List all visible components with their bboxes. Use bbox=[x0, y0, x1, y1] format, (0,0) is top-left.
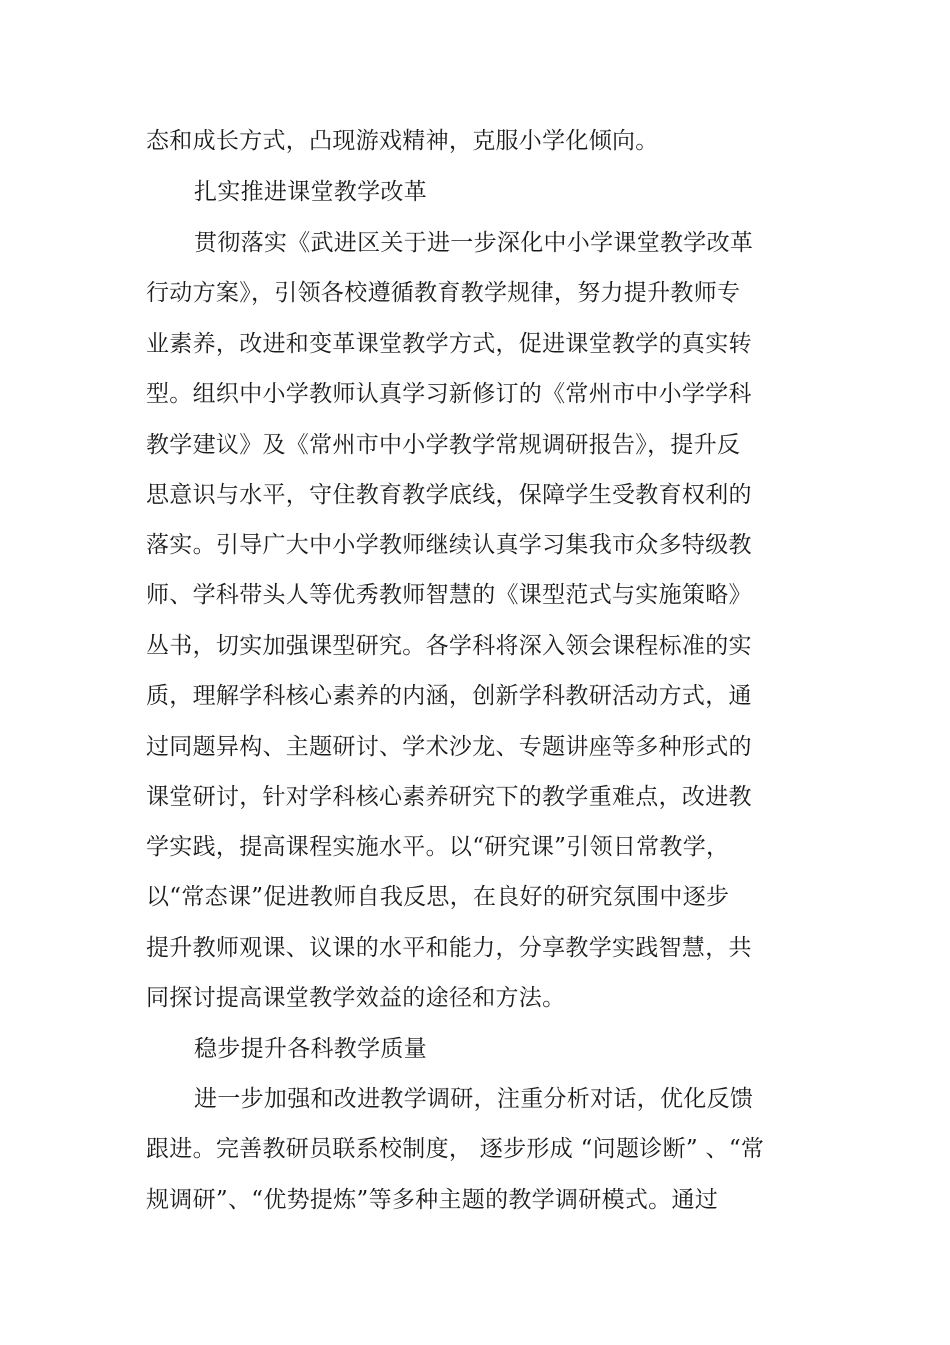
paragraph-line: 规调研”、“优势提炼”等多种主题的教学调研模式。通过 bbox=[146, 1187, 719, 1213]
section-heading: 稳步提升各科教学质量 bbox=[194, 1036, 427, 1062]
paragraph-line: 态和成长方式，凸现游戏精神，克服小学化倾向。 bbox=[146, 128, 659, 154]
paragraph-line: 过同题异构、主题研讨、学术沙龙、专题讲座等多种形式的 bbox=[146, 734, 752, 760]
paragraph-line: 教学建议》及《常州市中小学教学常规调研报告》，提升反 bbox=[146, 432, 741, 458]
paragraph-line: 行动方案》，引领各校遵循教育教学规律，努力提升教师专 bbox=[146, 280, 741, 306]
paragraph-line: 课堂研讨，针对学科核心素养研究下的教学重难点，改进教 bbox=[146, 784, 752, 810]
paragraph-line: 提升教师观课、议课的水平和能力，分享教学实践智慧，共 bbox=[146, 935, 752, 961]
paragraph-line: 业素养，改进和变革课堂教学方式，促进课堂教学的真实转 bbox=[146, 331, 752, 357]
paragraph-line: 型。组织中小学教师认真学习新修订的《常州市中小学学科 bbox=[146, 381, 752, 407]
paragraph-line: 思意识与水平，守住教育教学底线，保障学生受教育权利的 bbox=[146, 482, 752, 508]
paragraph-line: 贯彻落实《武进区关于进一步深化中小学课堂教学改革 bbox=[194, 230, 754, 256]
paragraph-line: 学实践，提高课程实施水平。以“研究课”引领日常教学， bbox=[146, 834, 730, 860]
paragraph-line: 师、学科带头人等优秀教师智慧的《课型范式与实施策略》 bbox=[146, 582, 752, 608]
paragraph-line: 丛书，切实加强课型研究。各学科将深入领会课程标准的实 bbox=[146, 633, 752, 659]
paragraph-line: 进一步加强和改进教学调研，注重分析对话，优化反馈 bbox=[194, 1086, 754, 1112]
section-heading: 扎实推进课堂教学改革 bbox=[194, 179, 427, 205]
paragraph-line: 跟进。完善教研员联系校制度， 逐步形成 “问题诊断” 、“常 bbox=[146, 1136, 765, 1162]
paragraph-line: 以“常态课”促进教师自我反思，在良好的研究氛围中逐步 bbox=[146, 884, 730, 910]
paragraph-line: 质，理解学科核心素养的内涵，创新学科教研活动方式，通 bbox=[146, 683, 752, 709]
paragraph-line: 同探讨提高课堂教学效益的途径和方法。 bbox=[146, 985, 566, 1011]
paragraph-line: 落实。引导广大中小学教师继续认真学习集我市众多特级教 bbox=[146, 532, 752, 558]
